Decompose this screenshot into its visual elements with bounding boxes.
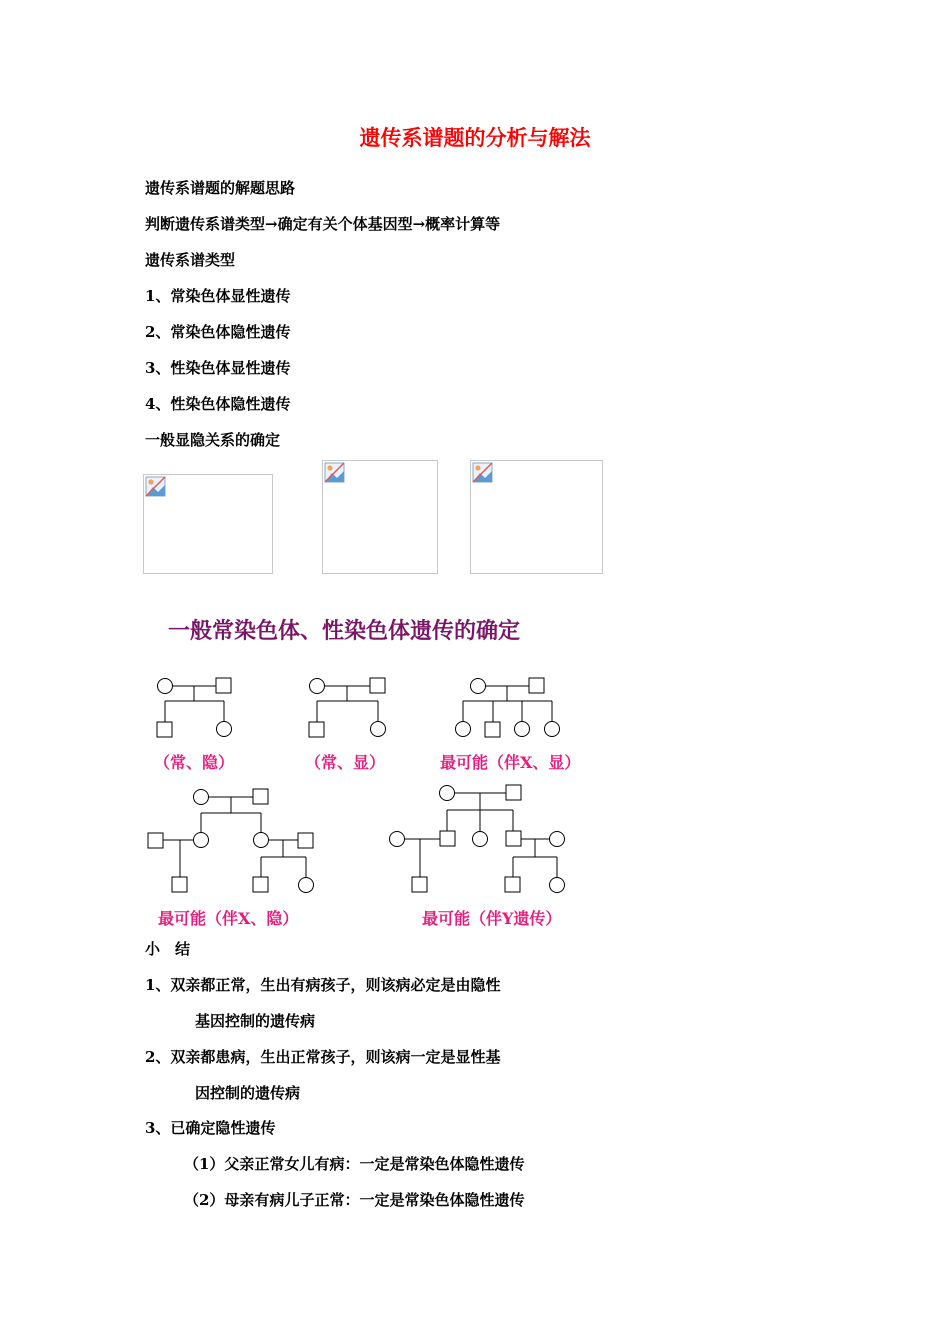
pedigree-label: 最可能（伴X、隐）	[158, 909, 299, 928]
list-item: 4、性染色体隐性遗传	[145, 395, 291, 413]
pedigree-label: （常、隐）	[154, 753, 235, 772]
pedigree-3	[456, 678, 560, 737]
text-line: 判断遗传系谱类型→确定有关个体基因型→概率计算等	[145, 215, 501, 233]
text-line: 一般显隐关系的确定	[145, 431, 281, 449]
pedigree-1	[157, 678, 232, 737]
text-line: 遗传系谱类型	[145, 251, 236, 269]
summary-item: 2、双亲都患病，生出正常孩子，则该病一定是显性基	[145, 1048, 501, 1066]
summary-subitem: （1）父亲正常女儿有病：一定是常染色体隐性遗传	[184, 1155, 525, 1173]
pedigree-5	[390, 785, 565, 893]
pedigree-2	[309, 678, 386, 737]
summary-item-cont: 因控制的遗传病	[195, 1084, 301, 1102]
pedigree-label: 最可能（伴X、显）	[440, 753, 581, 772]
summary-subitem: （2）母亲有病儿子正常：一定是常染色体隐性遗传	[184, 1191, 525, 1209]
section-heading: 一般常染色体、性染色体遗传的确定	[168, 618, 521, 644]
summary-item: 3、已确定隐性遗传	[145, 1119, 276, 1137]
page-title: 遗传系谱题的分析与解法	[359, 125, 591, 150]
list-item: 1、常染色体显性遗传	[145, 287, 291, 305]
summary-item: 1、双亲都正常，生出有病孩子，则该病必定是由隐性	[145, 976, 501, 994]
pedigree-label: 最可能（伴Y遗传）	[422, 909, 562, 928]
pedigree-label: （常、显）	[305, 753, 386, 772]
list-item: 2、常染色体隐性遗传	[145, 323, 291, 341]
summary-item-cont: 基因控制的遗传病	[195, 1012, 316, 1030]
list-item: 3、性染色体显性遗传	[145, 359, 291, 377]
pedigree-4	[148, 789, 314, 893]
summary-heading: 小 结	[145, 940, 191, 958]
text-line: 遗传系谱题的解题思路	[145, 179, 296, 197]
